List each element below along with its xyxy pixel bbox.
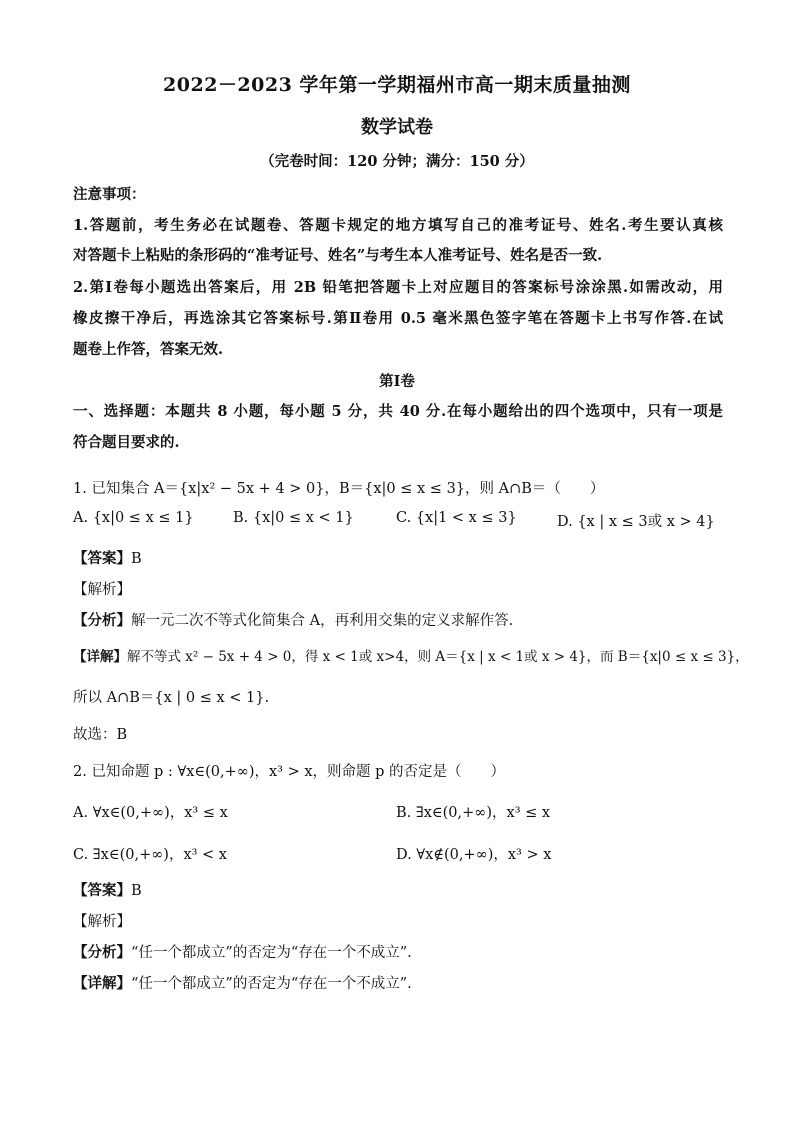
q1-detail — [73, 645, 749, 665]
fenxi-text: 解一元二次不等式化简集合 A，再利用交集的定义求解作答. — [131, 613, 514, 629]
q1-stem: 1. 已知集合 A＝{x|x² − 5x + 4 > 0}，B＝{x|0 ≤ x ≤ 3}，则 A∩B＝（ ） — [73, 481, 605, 497]
fenxi-tag: 【分析】 — [73, 612, 131, 629]
exam-title: 2022－2023 学年第一学期福州市高一期末质量抽测 — [163, 74, 631, 96]
q1-option-a: A. {x|0 ≤ x ≤ 1} — [73, 510, 194, 526]
section-instruction-2: 符合题目要求的. — [73, 434, 180, 451]
notes-line-3: 2.第Ⅰ卷每小题选出答案后，用 2B 铅笔把答题卡上对应题目的答案标号涂涂黑.如需改动，用 — [73, 279, 723, 296]
q2-option-c: C. ∃x∈(0,+∞)，x³ < x — [73, 847, 227, 863]
q2-analysis-tag: 【解析】 — [73, 914, 131, 930]
notes-line-2: 对答题卡上粘贴的条形码的“准考证号、姓名”与考生本人准考证号、姓名是否一致. — [73, 247, 603, 264]
q1-fenxi — [73, 609, 723, 630]
q2-option-b: B. ∃x∈(0,+∞)，x³ ≤ x — [396, 805, 551, 821]
fenxi-tag: 【分析】 — [73, 944, 131, 961]
notes-line-5: 题卷上作答，答案无效. — [73, 341, 224, 358]
q1-analysis-tag: 【解析】 — [73, 582, 131, 598]
answer-value: B — [131, 551, 142, 567]
answer-value: B — [131, 883, 142, 899]
detail-text: “任一个都成立”的否定为“存在一个不成立”. — [131, 976, 412, 992]
q1-answer — [73, 547, 723, 568]
q2-option-d: D. ∀x∉(0,+∞)，x³ > x — [396, 847, 552, 863]
section-instruction-1: 一、选择题：本题共 8 小题，每小题 5 分，共 40 分.在每小题给出的四个选项中，只有一项是 — [73, 403, 723, 420]
answer-tag: 【答案】 — [73, 550, 131, 567]
exam-meta: （完卷时间：120 分钟；满分：150 分） — [260, 153, 534, 170]
q1-option-d: D. {x | x ≤ 3或 x > 4} — [557, 514, 715, 530]
q2-answer — [73, 879, 723, 900]
q1-choose: 故选：B — [73, 727, 128, 743]
q1-option-c: C. {x|1 < x ≤ 3} — [396, 510, 517, 526]
q1-detail-2: 所以 A∩B＝{x | 0 ≤ x < 1}. — [73, 690, 270, 706]
notes-line-4: 橡皮擦干净后，再选涂其它答案标号.第Ⅱ卷用 0.5 毫米黑色签字笔在答题卡上书写作答.在试 — [73, 310, 723, 327]
q2-option-a: A. ∀x∈(0,+∞)，x³ ≤ x — [73, 805, 228, 821]
notes-line-1: 1.答题前，考生务必在试题卷、答题卡规定的地方填写自己的准考证号、姓名.考生要认真核 — [73, 217, 723, 234]
exam-subtitle: 数学试卷 — [361, 117, 433, 138]
part-title: 第Ⅰ卷 — [379, 373, 415, 390]
q2-detail — [73, 972, 723, 993]
q2-stem: 2. 已知命题 p : ∀x∈(0,+∞)，x³ > x，则命题 p 的否定是（ ） — [73, 764, 506, 780]
detail-tag: 【详解】 — [73, 975, 131, 992]
fenxi-text: “任一个都成立”的否定为“存在一个不成立”. — [131, 945, 412, 961]
detail-text: 解不等式 x² − 5x + 4 > 0，得 x < 1或 x>4，则 A＝{x | x < 1或 x > 4}，而 B＝{x|0 ≤ x ≤ 3}， — [127, 649, 749, 665]
answer-tag: 【答案】 — [73, 882, 131, 899]
notes-heading: 注意事项： — [73, 186, 146, 203]
detail-tag: 【详解】 — [73, 649, 127, 665]
q1-option-b: B. {x|0 ≤ x < 1} — [233, 510, 354, 526]
q2-fenxi — [73, 941, 723, 962]
